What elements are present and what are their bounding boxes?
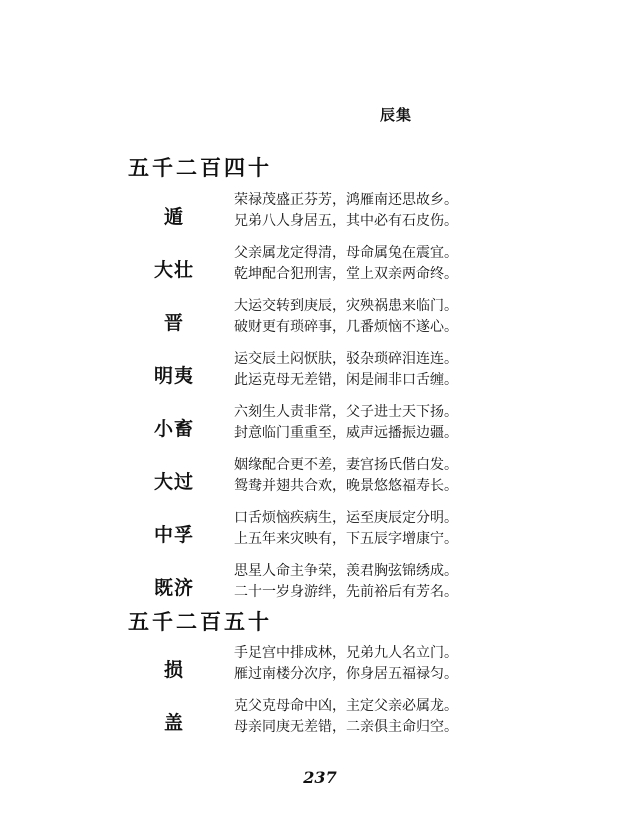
verse-line: 克父克母命中凶，主定父亲必属龙。 (234, 698, 458, 714)
verse-line: 父亲属龙定得清，母命属兔在震宜。 (234, 245, 458, 261)
verse-text (234, 696, 458, 738)
verse-line: 破财更有琐碎事，几番烦恼不遂心。 (234, 319, 458, 335)
verse-line: 手足宫中排成林，兄弟九人名立门。 (234, 645, 458, 661)
page-number: 237 (303, 768, 337, 787)
verse-line: 乾坤配合犯刑害，堂上双亲两命终。 (234, 266, 458, 282)
hexagram-name: 遁 (163, 206, 184, 228)
verse-line: 荣禄茂盛正芬芳，鸿雁南还思故乡。 (234, 192, 458, 208)
verse-text (234, 455, 458, 497)
verse-line: 六刻生人责非常，父子进士天下扬。 (234, 404, 458, 420)
section-heading: 五千二百五十 (128, 609, 272, 634)
verse-line: 封意临门重重至，威声远播振边疆。 (234, 425, 458, 441)
verse-entry (128, 243, 468, 291)
verse-entry (128, 455, 468, 503)
verse-text (234, 296, 458, 338)
hexagram-name: 小畜 (153, 418, 194, 440)
verse-entry (128, 696, 468, 744)
verse-line: 运交辰土闷恹肤，驳杂琐碎泪连连。 (234, 351, 458, 367)
verse-text (234, 643, 458, 685)
verse-line: 雁过南楼分次序，你身居五福禄匀。 (234, 666, 458, 682)
section-heading: 五千二百四十 (128, 155, 272, 180)
verse-line: 鸳鸯并翅共合欢，晚景悠悠福寿长。 (234, 478, 458, 494)
verse-line: 口舌烦恼疾病生，运至庚辰定分明。 (234, 510, 458, 526)
verse-entry (128, 508, 468, 556)
hexagram-name: 大过 (153, 471, 194, 493)
verse-entry (128, 296, 468, 344)
verse-line: 姻缘配合更不差，妻宫扬氏偕白发。 (234, 457, 458, 473)
verse-text (234, 402, 458, 444)
hexagram-name: 中孚 (153, 524, 194, 546)
hexagram-name: 大壮 (153, 259, 194, 281)
verse-text (234, 508, 458, 550)
verse-entry (128, 190, 468, 238)
hexagram-name: 既济 (153, 577, 194, 599)
verse-line: 大运交转到庚辰，灾殃祸患来临门。 (234, 298, 458, 314)
verse-line: 兄弟八人身居五，其中必有石皮伤。 (234, 213, 458, 229)
running-header: 辰集 (380, 106, 413, 124)
verse-line: 思星人命主争荣，羡君胸弦锦绣成。 (234, 563, 458, 579)
hexagram-name: 盖 (163, 712, 184, 734)
verse-line: 此运克母无差错，闲是闹非口舌缠。 (234, 372, 458, 388)
verse-text (234, 561, 458, 603)
verse-text (234, 349, 458, 391)
verse-entry (128, 643, 468, 691)
verse-entry (128, 402, 468, 450)
verse-line: 上五年来灾映有，下五辰字增康宁。 (234, 531, 458, 547)
hexagram-name: 晋 (163, 312, 184, 334)
verse-entry (128, 349, 468, 397)
hexagram-name: 损 (163, 659, 184, 681)
verse-text (234, 190, 458, 232)
verse-entry (128, 561, 468, 609)
verse-line: 二十一岁身游绊，先前裕后有芳名。 (234, 584, 458, 600)
hexagram-name: 明夷 (153, 365, 194, 387)
verse-line: 母亲同庚无差错，二亲俱主命归空。 (234, 719, 458, 735)
verse-text (234, 243, 458, 285)
